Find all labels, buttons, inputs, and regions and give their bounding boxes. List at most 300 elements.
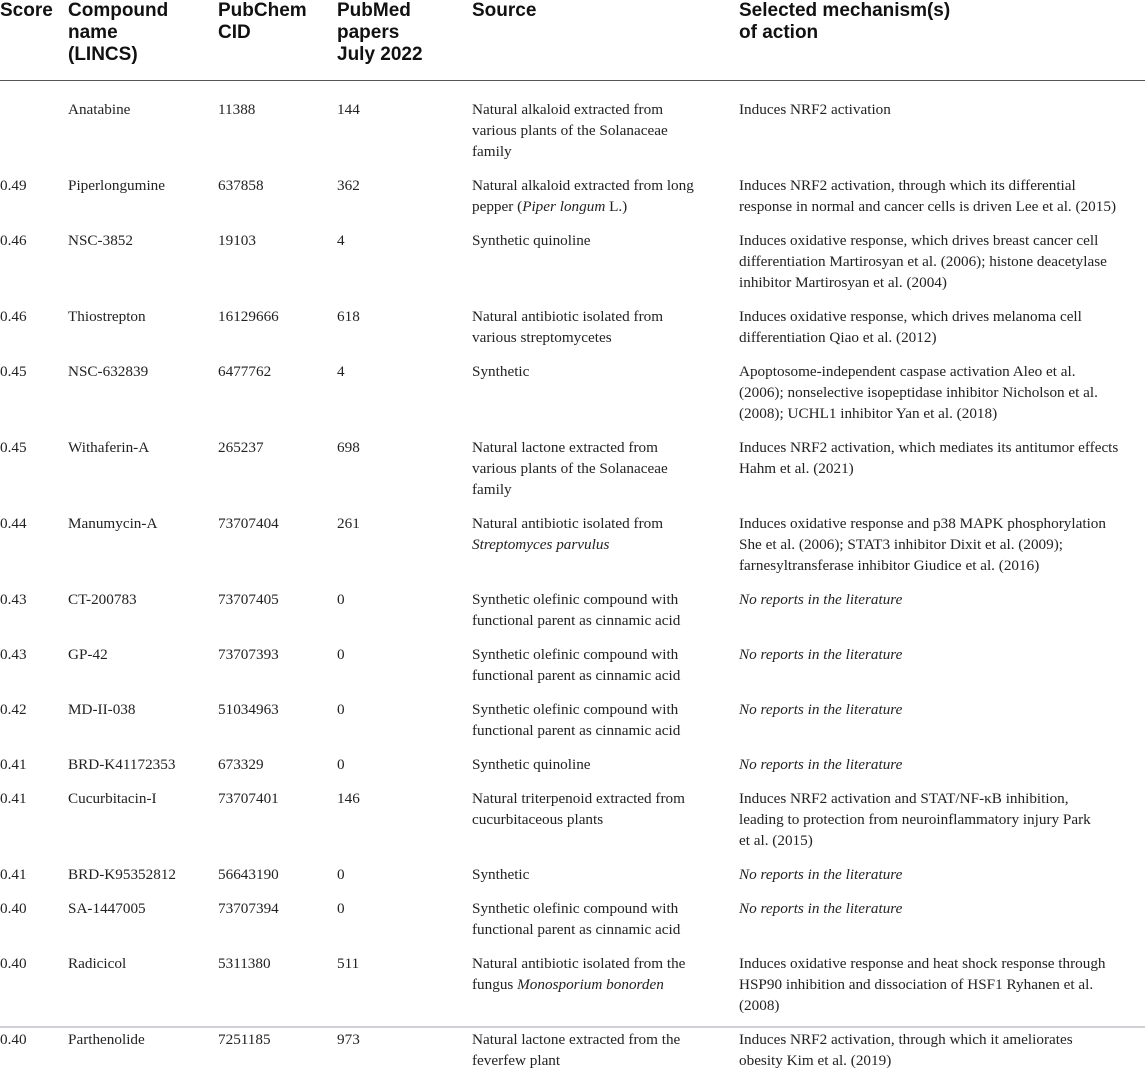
header-pubmed-line: PubMed bbox=[337, 0, 468, 22]
pubmed-count-cell-text: 4 bbox=[337, 363, 345, 380]
pubchem-cid-cell-text: 673329 bbox=[218, 756, 264, 773]
header-score bbox=[0, 0, 68, 81]
text-segment: differentiation Qiao et al. (2012) bbox=[739, 329, 937, 346]
source-cell bbox=[472, 300, 739, 355]
pubmed-count-cell bbox=[337, 947, 472, 1023]
table-row bbox=[0, 748, 1145, 782]
score-cell bbox=[0, 169, 68, 224]
text-segment: Synthetic bbox=[472, 866, 529, 883]
pubchem-cid-cell-text: 73707405 bbox=[218, 591, 279, 608]
pubmed-count-cell bbox=[337, 693, 472, 748]
mechanism-cell-line bbox=[739, 1050, 1141, 1071]
pubchem-cid-cell bbox=[218, 858, 337, 892]
mechanism-cell-line bbox=[739, 589, 1141, 610]
score-cell bbox=[0, 638, 68, 693]
source-cell-line bbox=[472, 437, 735, 458]
table-row bbox=[0, 169, 1145, 224]
pubchem-cid-cell-text: 73707394 bbox=[218, 900, 279, 917]
text-segment: Natural antibiotic isolated from bbox=[472, 308, 663, 325]
text-segment: response in normal and cancer cells is driven Lee et al. (2015) bbox=[739, 198, 1116, 215]
mechanism-cell-line bbox=[739, 175, 1141, 196]
text-segment: various streptomycetes bbox=[472, 329, 612, 346]
compound-name-cell bbox=[68, 782, 218, 858]
mechanism-cell bbox=[739, 355, 1145, 431]
source-cell bbox=[472, 224, 739, 300]
italic-text: Monosporium bonorden bbox=[517, 976, 664, 993]
score-cell-text: 0.46 bbox=[0, 308, 27, 325]
score-cell-text: 0.45 bbox=[0, 439, 27, 456]
pubchem-cid-cell-text: 73707401 bbox=[218, 790, 279, 807]
pubchem-cid-cell-text: 73707393 bbox=[218, 646, 279, 663]
text-segment: functional parent as cinnamic acid bbox=[472, 612, 680, 629]
italic-text: Streptomyces parvulus bbox=[472, 536, 609, 553]
text-segment: Synthetic bbox=[472, 363, 529, 380]
pubmed-count-cell-text: 0 bbox=[337, 756, 345, 773]
pubchem-cid-cell bbox=[218, 169, 337, 224]
pubmed-count-cell bbox=[337, 224, 472, 300]
table-row bbox=[0, 431, 1145, 507]
compound-name-cell bbox=[68, 224, 218, 300]
source-cell bbox=[472, 638, 739, 693]
mechanism-cell bbox=[739, 638, 1145, 693]
mechanism-cell bbox=[739, 169, 1145, 224]
pubchem-cid-cell-text: 637858 bbox=[218, 177, 264, 194]
source-cell-line bbox=[472, 589, 735, 610]
compound-name-cell bbox=[68, 169, 218, 224]
source-cell bbox=[472, 169, 739, 224]
pubchem-cid-cell bbox=[218, 81, 337, 170]
mechanism-cell bbox=[739, 1023, 1145, 1078]
text-segment: inhibitor Martirosyan et al. (2004) bbox=[739, 274, 947, 291]
pubmed-count-cell bbox=[337, 300, 472, 355]
pubmed-count-cell-text: 0 bbox=[337, 866, 345, 883]
italic-text: No reports in the literature bbox=[739, 591, 902, 608]
mechanism-cell-line bbox=[739, 995, 1141, 1016]
source-cell-line bbox=[472, 230, 735, 251]
score-cell bbox=[0, 507, 68, 583]
italic-text: Piper longum bbox=[522, 198, 605, 215]
pubchem-cid-cell-text: 19103 bbox=[218, 232, 256, 249]
mechanism-cell-line bbox=[739, 361, 1141, 382]
pubchem-cid-cell-text: 11388 bbox=[218, 101, 255, 118]
source-cell-line bbox=[472, 953, 735, 974]
source-cell-line bbox=[472, 974, 735, 995]
pubmed-count-cell bbox=[337, 507, 472, 583]
mechanism-cell-line bbox=[739, 864, 1141, 885]
header-mech-line: Selected mechanism(s) bbox=[739, 0, 1141, 22]
header-pubmed-line: papers bbox=[337, 22, 468, 44]
text-segment: functional parent as cinnamic acid bbox=[472, 722, 680, 739]
score-cell-text: 0.40 bbox=[0, 955, 27, 972]
mechanism-cell-line bbox=[739, 754, 1141, 775]
source-cell-line bbox=[472, 534, 735, 555]
compound-name-cell bbox=[68, 81, 218, 170]
source-cell-line bbox=[472, 175, 735, 196]
pubmed-count-cell-text: 0 bbox=[337, 646, 345, 663]
compound-name-cell-text: MD-II-038 bbox=[68, 701, 135, 718]
pubchem-cid-cell bbox=[218, 947, 337, 1023]
mechanism-cell-line bbox=[739, 196, 1141, 217]
pubmed-count-cell bbox=[337, 748, 472, 782]
table-row bbox=[0, 892, 1145, 947]
mechanism-cell bbox=[739, 748, 1145, 782]
source-cell-line bbox=[472, 513, 735, 534]
header-name-line: name bbox=[68, 22, 214, 44]
text-segment: (2006); nonselective isopeptidase inhibitor Nicholson et al. bbox=[739, 384, 1098, 401]
text-segment: fungus bbox=[472, 976, 517, 993]
text-segment: Induces oxidative response and p38 MAPK phosphorylation bbox=[739, 515, 1106, 532]
text-segment: Apoptosome-independent caspase activation Aleo et al. bbox=[739, 363, 1076, 380]
compound-name-cell-text: GP-42 bbox=[68, 646, 108, 663]
text-segment: pepper ( bbox=[472, 198, 522, 215]
source-cell-line bbox=[472, 665, 735, 686]
mechanism-cell-line bbox=[739, 382, 1141, 403]
source-cell-line bbox=[472, 644, 735, 665]
pubmed-count-cell bbox=[337, 583, 472, 638]
compound-name-cell-text: Withaferin-A bbox=[68, 439, 149, 456]
text-segment: functional parent as cinnamic acid bbox=[472, 921, 680, 938]
pubchem-cid-cell bbox=[218, 431, 337, 507]
mechanism-cell bbox=[739, 947, 1145, 1023]
compound-name-cell bbox=[68, 892, 218, 947]
mechanism-cell-line bbox=[739, 99, 1141, 120]
text-segment: Natural alkaloid extracted from bbox=[472, 101, 663, 118]
mechanism-cell-line bbox=[739, 251, 1141, 272]
score-cell bbox=[0, 782, 68, 858]
header-cid-line: PubChem bbox=[218, 0, 333, 22]
score-cell-text: 0.40 bbox=[0, 1031, 27, 1048]
mechanism-cell-line bbox=[739, 534, 1141, 555]
text-segment: Induces NRF2 activation, through which its differential bbox=[739, 177, 1076, 194]
source-cell bbox=[472, 892, 739, 947]
table-row bbox=[0, 782, 1145, 858]
source-cell-line bbox=[472, 458, 735, 479]
score-cell bbox=[0, 1023, 68, 1078]
score-cell bbox=[0, 892, 68, 947]
mechanism-cell-line bbox=[739, 788, 1141, 809]
score-cell-text: 0.43 bbox=[0, 591, 27, 608]
text-segment: Induces NRF2 activation, which mediates its antitumor effects bbox=[739, 439, 1118, 456]
text-segment: Synthetic olefinic compound with bbox=[472, 591, 678, 608]
source-cell-line bbox=[472, 141, 735, 162]
score-cell-text: 0.40 bbox=[0, 900, 27, 917]
source-cell bbox=[472, 583, 739, 638]
italic-text: No reports in the literature bbox=[739, 866, 902, 883]
mechanism-cell bbox=[739, 858, 1145, 892]
score-cell bbox=[0, 947, 68, 1023]
mechanism-cell-line bbox=[739, 1029, 1141, 1050]
compound-name-cell-text: NSC-3852 bbox=[68, 232, 133, 249]
text-segment: feverfew plant bbox=[472, 1052, 560, 1069]
compound-name-cell bbox=[68, 748, 218, 782]
mechanism-cell-line bbox=[739, 513, 1141, 534]
mechanism-cell-line bbox=[739, 272, 1141, 293]
source-cell-line bbox=[472, 898, 735, 919]
pubmed-count-cell-text: 618 bbox=[337, 308, 360, 325]
source-cell bbox=[472, 431, 739, 507]
header-source bbox=[472, 0, 739, 81]
mechanism-cell bbox=[739, 300, 1145, 355]
compound-name-cell-text: BRD-K41172353 bbox=[68, 756, 175, 773]
score-cell bbox=[0, 355, 68, 431]
compound-name-cell bbox=[68, 693, 218, 748]
text-segment: farnesyltransferase inhibitor Giudice et al. (2016) bbox=[739, 557, 1039, 574]
score-cell-text: 0.49 bbox=[0, 177, 27, 194]
text-segment: various plants of the Solanaceae bbox=[472, 122, 668, 139]
pubmed-count-cell-text: 261 bbox=[337, 515, 360, 532]
mechanism-cell bbox=[739, 431, 1145, 507]
compound-name-cell bbox=[68, 638, 218, 693]
pubmed-count-cell-text: 0 bbox=[337, 900, 345, 917]
score-cell bbox=[0, 748, 68, 782]
compound-name-cell bbox=[68, 947, 218, 1023]
score-cell-text: 0.44 bbox=[0, 515, 27, 532]
score-cell-text: 0.42 bbox=[0, 701, 27, 718]
pubmed-count-cell bbox=[337, 1023, 472, 1078]
pubchem-cid-cell bbox=[218, 693, 337, 748]
source-cell-line bbox=[472, 479, 735, 500]
pubmed-count-cell-text: 511 bbox=[337, 955, 359, 972]
source-cell-line bbox=[472, 1029, 735, 1050]
text-segment: functional parent as cinnamic acid bbox=[472, 667, 680, 684]
mechanism-cell bbox=[739, 224, 1145, 300]
pubmed-count-cell bbox=[337, 169, 472, 224]
score-cell bbox=[0, 583, 68, 638]
compound-name-cell-text: Piperlongumine bbox=[68, 177, 165, 194]
source-cell-line bbox=[472, 809, 735, 830]
table-body bbox=[0, 81, 1145, 1078]
source-cell-line bbox=[472, 306, 735, 327]
source-cell-line bbox=[472, 99, 735, 120]
mechanism-cell-line bbox=[739, 458, 1141, 479]
pubchem-cid-cell bbox=[218, 782, 337, 858]
mechanism-cell-line bbox=[739, 327, 1141, 348]
source-cell-line bbox=[472, 788, 735, 809]
compound-name-cell-text: Manumycin-A bbox=[68, 515, 157, 532]
header-pubmed-line: July 2022 bbox=[337, 44, 468, 66]
table-row bbox=[0, 81, 1145, 170]
compound-name-cell-text: Thiostrepton bbox=[68, 308, 146, 325]
italic-text: No reports in the literature bbox=[739, 646, 902, 663]
text-segment: Synthetic olefinic compound with bbox=[472, 701, 678, 718]
pubchem-cid-cell-text: 16129666 bbox=[218, 308, 279, 325]
pubchem-cid-cell bbox=[218, 583, 337, 638]
pubchem-cid-cell-text: 265237 bbox=[218, 439, 264, 456]
source-cell-line bbox=[472, 196, 735, 217]
mechanism-cell-line bbox=[739, 699, 1141, 720]
text-segment: (2008); UCHL1 inhibitor Yan et al. (2018) bbox=[739, 405, 997, 422]
source-cell bbox=[472, 81, 739, 170]
text-segment: Natural antibiotic isolated from bbox=[472, 515, 663, 532]
table-row bbox=[0, 858, 1145, 892]
compound-name-cell-text: SA-1447005 bbox=[68, 900, 146, 917]
source-cell bbox=[472, 693, 739, 748]
score-cell-text: 0.41 bbox=[0, 756, 27, 773]
source-cell-line bbox=[472, 864, 735, 885]
italic-text: No reports in the literature bbox=[739, 756, 902, 773]
compound-name-cell bbox=[68, 1023, 218, 1078]
text-segment: cucurbitaceous plants bbox=[472, 811, 603, 828]
text-segment: Induces oxidative response, which drives melanoma cell bbox=[739, 308, 1082, 325]
pubchem-cid-cell-text: 6477762 bbox=[218, 363, 271, 380]
mechanism-cell-line bbox=[739, 403, 1141, 424]
pubmed-count-cell-text: 973 bbox=[337, 1031, 360, 1048]
compound-name-cell-text: Parthenolide bbox=[68, 1031, 145, 1048]
mechanism-cell-line bbox=[739, 555, 1141, 576]
pubchem-cid-cell bbox=[218, 748, 337, 782]
mechanism-cell bbox=[739, 782, 1145, 858]
table-row bbox=[0, 224, 1145, 300]
source-cell bbox=[472, 355, 739, 431]
text-segment: Natural lactone extracted from the bbox=[472, 1031, 680, 1048]
table-row bbox=[0, 583, 1145, 638]
compound-name-cell bbox=[68, 300, 218, 355]
source-cell bbox=[472, 947, 739, 1023]
mechanism-cell bbox=[739, 583, 1145, 638]
compound-name-cell bbox=[68, 355, 218, 431]
pubmed-count-cell-text: 144 bbox=[337, 101, 360, 118]
compound-name-cell bbox=[68, 507, 218, 583]
text-segment: Synthetic quinoline bbox=[472, 232, 591, 249]
text-segment: obesity Kim et al. (2019) bbox=[739, 1052, 891, 1069]
text-segment: HSP90 inhibition and dissociation of HSF1 Ryhanen et al. bbox=[739, 976, 1093, 993]
pubmed-count-cell bbox=[337, 355, 472, 431]
score-cell bbox=[0, 693, 68, 748]
source-cell-line bbox=[472, 120, 735, 141]
text-segment: differentiation Martirosyan et al. (2006); histone deacetylase bbox=[739, 253, 1107, 270]
text-segment: leading to protection from neuroinflammatory injury Park bbox=[739, 811, 1091, 828]
text-segment: Synthetic olefinic compound with bbox=[472, 646, 678, 663]
header-pubmed-papers bbox=[337, 0, 472, 81]
text-segment: family bbox=[472, 481, 512, 498]
pubchem-cid-cell-text: 51034963 bbox=[218, 701, 279, 718]
score-cell-text: 0.41 bbox=[0, 866, 27, 883]
italic-text: No reports in the literature bbox=[739, 900, 902, 917]
mechanism-cell-line bbox=[739, 974, 1141, 995]
mechanism-cell bbox=[739, 507, 1145, 583]
pubchem-cid-cell bbox=[218, 300, 337, 355]
pubchem-cid-cell-text: 56643190 bbox=[218, 866, 279, 883]
pubchem-cid-cell-text: 73707404 bbox=[218, 515, 279, 532]
text-segment: (2008) bbox=[739, 997, 780, 1014]
source-cell-line bbox=[472, 610, 735, 631]
pubchem-cid-cell-text: 7251185 bbox=[218, 1031, 271, 1048]
score-cell bbox=[0, 224, 68, 300]
pubchem-cid-cell bbox=[218, 1023, 337, 1078]
score-cell bbox=[0, 858, 68, 892]
pubchem-cid-cell bbox=[218, 892, 337, 947]
score-cell bbox=[0, 300, 68, 355]
source-cell-line bbox=[472, 361, 735, 382]
pubmed-count-cell-text: 698 bbox=[337, 439, 360, 456]
score-cell-text: 0.46 bbox=[0, 232, 27, 249]
text-segment: Natural triterpenoid extracted from bbox=[472, 790, 685, 807]
header-source-line: Source bbox=[472, 0, 735, 22]
text-segment: Induces oxidative response and heat shock response through bbox=[739, 955, 1106, 972]
table-row bbox=[0, 300, 1145, 355]
pubmed-count-cell-text: 4 bbox=[337, 232, 345, 249]
score-cell bbox=[0, 81, 68, 170]
table-row bbox=[0, 947, 1145, 1023]
source-cell bbox=[472, 1023, 739, 1078]
text-segment: Induces NRF2 activation and STAT/NF-κB inhibition, bbox=[739, 790, 1069, 807]
source-cell-line bbox=[472, 720, 735, 741]
text-segment: Induces NRF2 activation bbox=[739, 101, 891, 118]
pubchem-cid-cell-text: 5311380 bbox=[218, 955, 271, 972]
source-cell-line bbox=[472, 327, 735, 348]
pubmed-count-cell-text: 362 bbox=[337, 177, 360, 194]
text-segment: She et al. (2006); STAT3 inhibitor Dixit et al. (2009); bbox=[739, 536, 1063, 553]
text-segment: Hahm et al. (2021) bbox=[739, 460, 854, 477]
text-segment: Natural lactone extracted from bbox=[472, 439, 658, 456]
source-cell-line bbox=[472, 699, 735, 720]
pubchem-cid-cell bbox=[218, 507, 337, 583]
mechanism-cell bbox=[739, 81, 1145, 170]
header-name-line: (LINCS) bbox=[68, 44, 214, 66]
mechanism-cell-line bbox=[739, 898, 1141, 919]
table-row bbox=[0, 1023, 1145, 1078]
header-cid-line: CID bbox=[218, 22, 333, 44]
compound-name-cell bbox=[68, 858, 218, 892]
source-cell bbox=[472, 858, 739, 892]
pubmed-count-cell-text: 0 bbox=[337, 701, 345, 718]
source-cell-line bbox=[472, 1050, 735, 1071]
text-segment: Natural alkaloid extracted from long bbox=[472, 177, 694, 194]
text-segment: Synthetic quinoline bbox=[472, 756, 591, 773]
compound-name-cell-text: Radicicol bbox=[68, 955, 126, 972]
header-row bbox=[0, 0, 1145, 81]
header-compound-name bbox=[68, 0, 218, 81]
text-segment: Induces NRF2 activation, through which it ameliorates bbox=[739, 1031, 1073, 1048]
score-cell bbox=[0, 431, 68, 507]
pubmed-count-cell bbox=[337, 892, 472, 947]
mechanism-cell-line bbox=[739, 230, 1141, 251]
source-cell bbox=[472, 507, 739, 583]
mechanism-cell-line bbox=[739, 437, 1141, 458]
compound-name-cell-text: Anatabine bbox=[68, 101, 130, 118]
compound-name-cell bbox=[68, 583, 218, 638]
source-cell bbox=[472, 782, 739, 858]
score-cell-text: 0.43 bbox=[0, 646, 27, 663]
pubchem-cid-cell bbox=[218, 355, 337, 431]
pubmed-count-cell-text: 0 bbox=[337, 591, 345, 608]
pubmed-count-cell-text: 146 bbox=[337, 790, 360, 807]
text-segment: Synthetic olefinic compound with bbox=[472, 900, 678, 917]
pubmed-count-cell bbox=[337, 782, 472, 858]
pubchem-cid-cell bbox=[218, 638, 337, 693]
pubchem-cid-cell bbox=[218, 224, 337, 300]
text-segment: family bbox=[472, 143, 512, 160]
pubmed-count-cell bbox=[337, 81, 472, 170]
compound-name-cell-text: NSC-632839 bbox=[68, 363, 148, 380]
table-row bbox=[0, 638, 1145, 693]
compound-name-cell bbox=[68, 431, 218, 507]
mechanism-cell-line bbox=[739, 953, 1141, 974]
compound-name-cell-text: CT-200783 bbox=[68, 591, 137, 608]
italic-text: No reports in the literature bbox=[739, 701, 902, 718]
header-score-line: Score bbox=[0, 0, 64, 22]
source-cell-line bbox=[472, 919, 735, 940]
header-name-line: Compound bbox=[68, 0, 214, 22]
text-segment: various plants of the Solanaceae bbox=[472, 460, 668, 477]
table-header bbox=[0, 0, 1145, 81]
header-mechanism bbox=[739, 0, 1145, 81]
score-cell-text: 0.41 bbox=[0, 790, 27, 807]
text-segment: et al. (2015) bbox=[739, 832, 813, 849]
table-row bbox=[0, 507, 1145, 583]
compound-name-cell-text: Cucurbitacin-I bbox=[68, 790, 157, 807]
mechanism-cell-line bbox=[739, 644, 1141, 665]
